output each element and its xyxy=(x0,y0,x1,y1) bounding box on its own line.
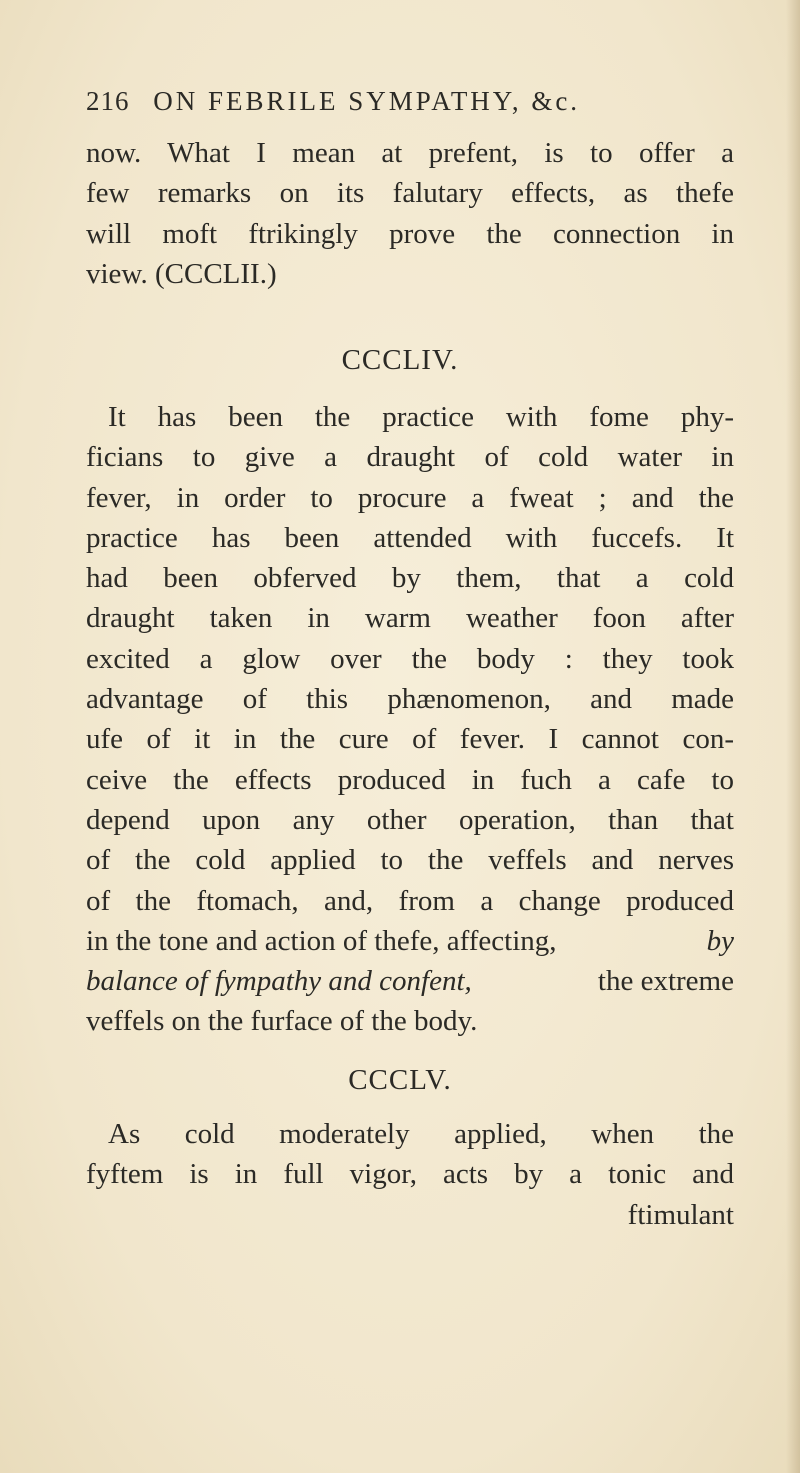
text-line: of the ftomach, and, from a change produced xyxy=(86,884,734,917)
italic-text: balance of fympathy and confent, xyxy=(86,965,472,998)
text-line: ceive the effects produced in fuch a cafe to xyxy=(86,763,734,796)
text-line: ficians to give a draught of cold water in xyxy=(86,441,734,474)
text-line xyxy=(86,961,734,1001)
text-line: draught taken in warm weather foon after xyxy=(86,602,734,635)
text-line xyxy=(86,921,734,961)
text-line: of the cold applied to the veffels and nerves xyxy=(86,844,734,877)
running-title: ON FEBRILE SYMPATHY, &c. xyxy=(153,86,581,116)
section-heading-cccliv: CCCLIV. xyxy=(341,344,459,376)
text-line: practice has been attended with fuccefs. It xyxy=(86,521,734,554)
text-line: view. (CCCLII.) xyxy=(86,257,277,290)
catchword: ftimulant xyxy=(627,1198,734,1231)
text-line: had been obferved by them, that a cold xyxy=(86,562,734,595)
text-line: veffels on the furface of the body. xyxy=(86,1005,478,1038)
italic-text: by xyxy=(706,924,734,957)
text-segment: the extreme xyxy=(597,965,734,998)
text-line: fever, in order to procure a fweat ; and the xyxy=(86,481,734,514)
text-line: fyftem is in full vigor, acts by a tonic and xyxy=(86,1158,734,1191)
running-header xyxy=(86,86,580,117)
text-line: ufe of it in the cure of fever. I cannot con- xyxy=(86,723,734,756)
text-line: will moft ftrikingly prove the connection in xyxy=(86,217,734,250)
text-segment: in the tone and action of thefe, affecting, xyxy=(86,924,557,957)
text-line: now. What I mean at prefent, is to offer a xyxy=(86,137,734,169)
paragraph-continuation xyxy=(86,133,734,294)
section-heading-ccclv: CCCLV. xyxy=(348,1064,452,1096)
page-edge-shadow xyxy=(786,0,800,1473)
text-line: few remarks on its falutary effects, as thefe xyxy=(86,177,734,210)
text-line: It has been the practice with fome phy- xyxy=(108,401,734,433)
section-cccliv-body xyxy=(86,397,734,1042)
text-line: depend upon any other operation, than that xyxy=(86,803,734,836)
text-line: excited a glow over the body : they took xyxy=(86,642,734,675)
section-ccclv-body xyxy=(86,1114,734,1235)
text-line: As cold moderately applied, when the xyxy=(108,1118,734,1150)
page-number: 216 xyxy=(86,86,130,116)
text-line: advantage of this phænomenon, and made xyxy=(86,683,734,716)
